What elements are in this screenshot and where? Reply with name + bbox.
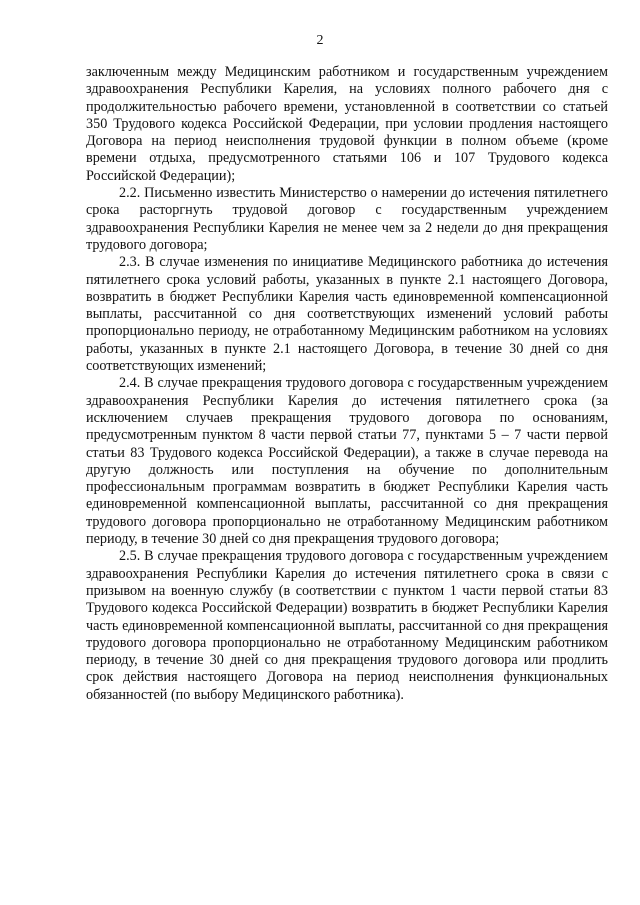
paragraph-2-3: 2.3. В случае изменения по инициативе Медицинского работника до истечения пятилетнего срока условий работы, указанных в пункте 2.1 настоящего Договора, возвратить в бюджет Республики Карелия часть единовременной компенсационной выплаты, рассчитанной со дня соответствующих изменений условий работы пропорционально периоду, не отработанному Медицинским работником на условиях работы, указанных в пункте 2.1 настоящего Договора, в течение 30 дней со дня соответствующих изменений; [86,254,608,375]
document-body [86,64,608,704]
paragraph-2-5: 2.5. В случае прекращения трудового договора с государственным учреждением здравоохранения Республики Карелия до истечения пятилетнего срока в связи с призывом на военную службу (в соответствии с пунктом 1 части первой статьи 83 Трудового кодекса Российской Федерации) возвратить в бюджет Республики Карелия часть единовременной компенсационной выплаты, рассчитанной со дня прекращения трудового договора пропорционально не отработанному Медицинским работником периоду, в течение 30 дней со дня прекращения трудового договора или продлить срок действия настоящего Договора на период неисполнения функциональных обязанностей (по выбору Медицинского работника). [86,548,608,703]
page-number: 2 [316,33,324,48]
paragraph-continuation: заключенным между Медицинским работником и государственным учреждением здравоохранения Республики Карелия, на условиях полного рабочего дня с продолжительностью рабочего времени, установленной в соответствии со статьей 350 Трудового кодекса Российской Федерации, при условии продления настоящего Договора на период неисполнения трудовой функции в полном объеме (кроме времени отдыха, предусмотренного статьями 106 и 107 Трудового кодекса Российской Федерации); [86,64,608,184]
paragraph-2-2: 2.2. Письменно известить Министерство о намерении до истечения пятилетнего срока расторгнуть трудовой договор с государственным учреждением здравоохранения Республики Карелия не менее чем за 2 недели до дня прекращения трудового договора; [86,185,608,253]
paragraph-2-4: 2.4. В случае прекращения трудового договора с государственным учреждением здравоохранения Республики Карелия до истечения пятилетнего срока (за исключением случаев прекращения трудового договора по основаниям, предусмотренным пунктом 8 части первой статьи 77, пунктами 5 – 7 части первой статьи 83 Трудового кодекса Российской Федерации), а также в случае перевода на другую должность или поступления на обучение по дополнительным профессиональным программам возвратить в бюджет Республики Карелия часть единовременной компенсационной выплаты, рассчитанной со дня прекращения трудового договора пропорционально не отработанному Медицинским работником периоду, в течение 30 дней со дня прекращения трудового договора; [86,375,608,548]
